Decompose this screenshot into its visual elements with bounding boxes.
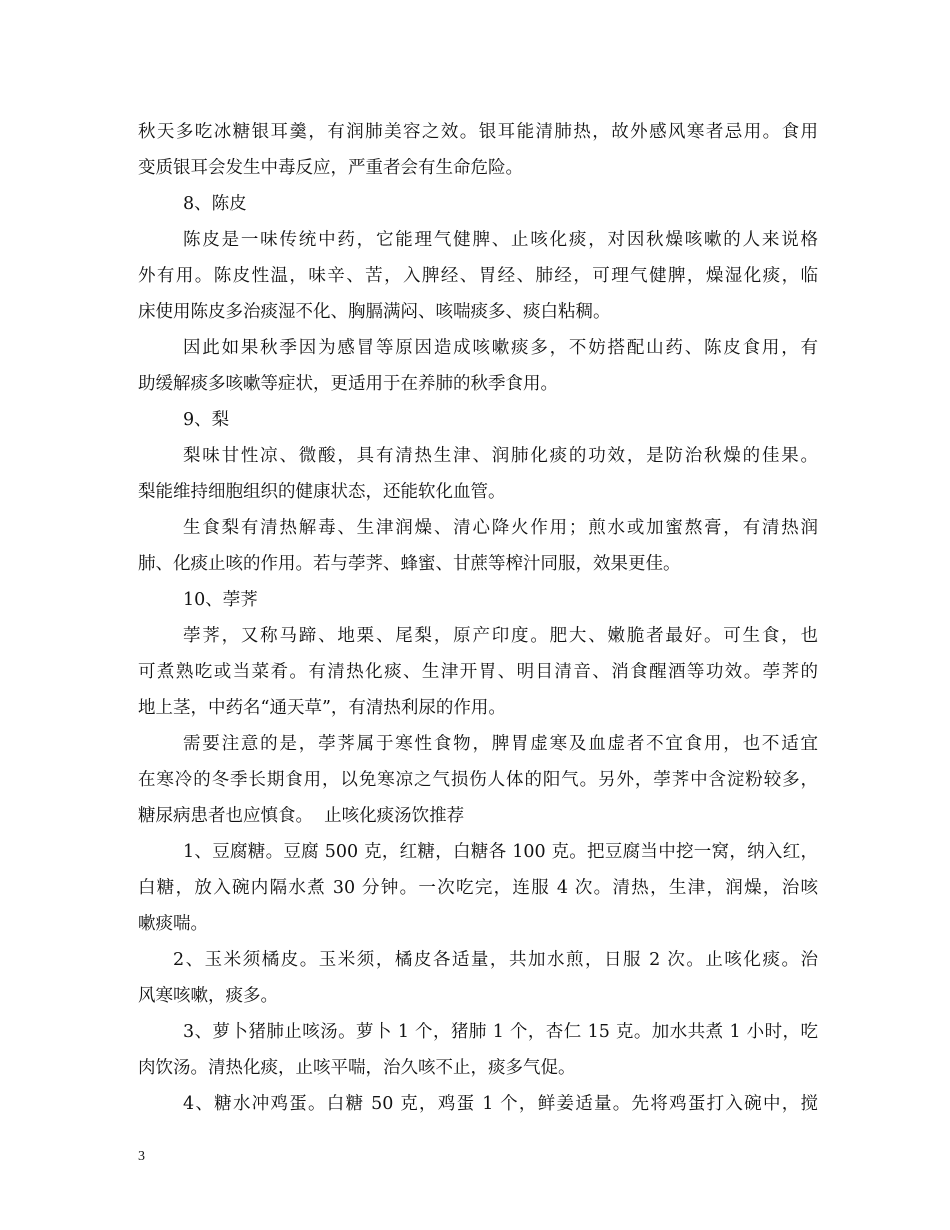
recipe-item: 2、玉米须橘皮。玉米须，橘皮各适量，共加水煎，日服 2 次。止咳化痰。治 — [173, 950, 818, 970]
page-number: 3 — [138, 1149, 145, 1164]
text-line: 嗽痰喘。 — [138, 914, 208, 934]
text-line: 梨味甘性凉、微酸，具有清热生津、润肺化痰的功效，是防治秋燥的佳果。 — [183, 446, 818, 466]
text-line: 外有用。陈皮性温，味辛、苦，入脾经、胃经、肺经，可理气健脾，燥湿化痰，临 — [138, 266, 818, 286]
text-line: 糖尿病患者也应慎食。 止咳化痰汤饮推荐 — [138, 806, 465, 826]
text-line: 白糖，放入碗内隔水煮 30 分钟。一次吃完，连服 4 次。清热，生津，润燥，治咳 — [138, 878, 818, 898]
text-line: 陈皮是一味传统中药，它能理气健脾、止咳化痰，对因秋燥咳嗽的人来说格 — [183, 230, 818, 250]
text-line: 生食梨有清热解毒、生津润燥、清心降火作用；煎水或加蜜熬膏，有清热润 — [183, 518, 818, 538]
recipe-item: 3、萝卜猪肺止咳汤。萝卜 1 个，猪肺 1 个，杏仁 15 克。加水共煮 1 小时，吃 — [183, 1022, 818, 1042]
text-line: 床使用陈皮多治痰湿不化、胸膈满闷、咳喘痰多、痰白粘稠。 — [138, 302, 611, 322]
text-line: 变质银耳会发生中毒反应，严重者会有生命危险。 — [138, 158, 523, 178]
text-line: 可煮熟吃或当菜肴。有清热化痰、生津开胃、明目清音、消食醒酒等功效。荸荠的 — [138, 662, 818, 682]
text-line: 因此如果秋季因为感冒等原因造成咳嗽痰多，不妨搭配山药、陈皮食用，有 — [183, 338, 818, 358]
text-line: 地上茎，中药名“通天草”，有清热利尿的作用。 — [138, 698, 506, 718]
recipe-item: 1、豆腐糖。豆腐 500 克，红糖，白糖各 100 克。把豆腐当中挖一窝，纳入红， — [183, 842, 818, 862]
section-heading-chenpi: 8、陈皮 — [183, 194, 247, 214]
section-heading-biqi: 10、荸荠 — [183, 590, 258, 610]
text-line: 肉饮汤。清热化痰，止咳平喘，治久咳不止，痰多气促。 — [138, 1058, 576, 1078]
section-heading-li: 9、梨 — [183, 410, 230, 430]
text-line: 风寒咳嗽，痰多。 — [138, 986, 278, 1006]
text-line: 助缓解痰多咳嗽等症状，更适用于在养肺的秋季食用。 — [138, 374, 558, 394]
text-line: 在寒冷的冬季长期食用，以免寒凉之气损伤人体的阳气。另外，荸荠中含淀粉较多， — [138, 770, 818, 790]
text-line: 梨能维持细胞组织的健康状态，还能软化血管。 — [138, 482, 506, 502]
text-line: 秋天多吃冰糖银耳羹，有润肺美容之效。银耳能清肺热，故外感风寒者忌用。食用 — [138, 122, 818, 142]
text-line: 肺、化痰止咳的作用。若与荸荠、蜂蜜、甘蔗等榨汁同服，效果更佳。 — [138, 554, 681, 574]
text-line: 需要注意的是，荸荠属于寒性食物，脾胃虚寒及血虚者不宜食用，也不适宜 — [183, 734, 818, 754]
text-line: 荸荠，又称马蹄、地栗、尾梨，原产印度。肥大、嫩脆者最好。可生食，也 — [183, 626, 818, 646]
recipe-item: 4、糖水冲鸡蛋。白糖 50 克，鸡蛋 1 个，鲜姜适量。先将鸡蛋打入碗中，搅 — [183, 1094, 818, 1114]
